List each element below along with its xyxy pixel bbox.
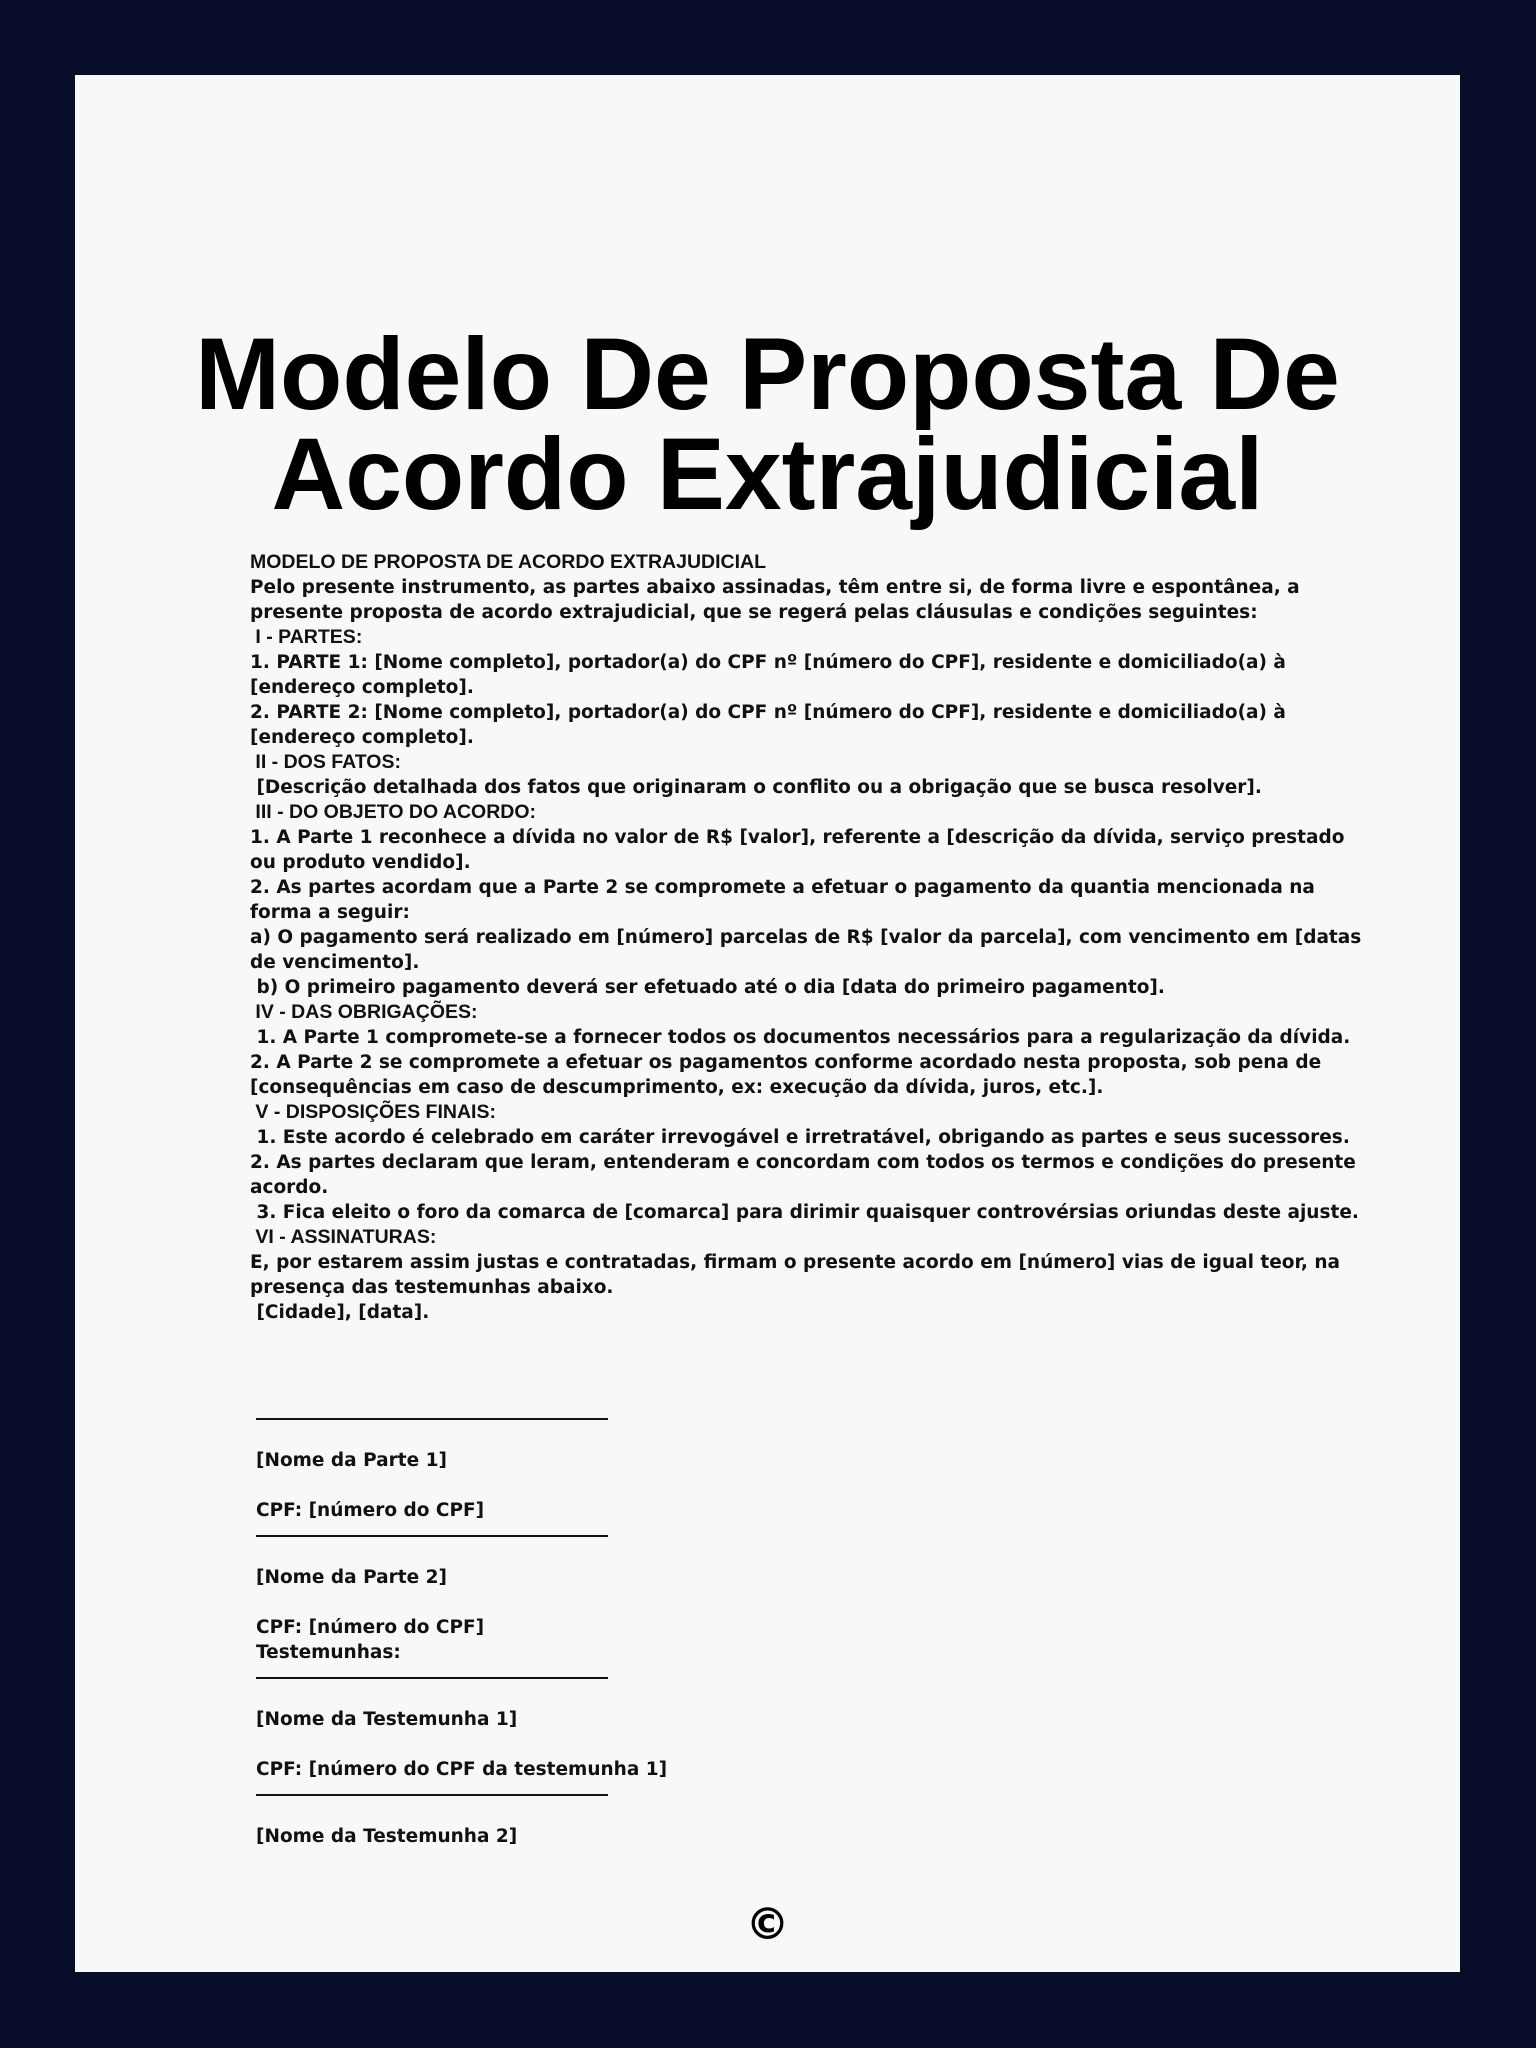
clause-disposicoes-2: 2. As partes declaram que leram, entenderam e concordam com todos os termos e condições do presente acordo. bbox=[250, 1152, 1363, 1198]
signature-name-witness-2: [Nome da Testemunha 2] bbox=[256, 1826, 518, 1847]
section-title-obrigacoes: IV - DAS OBRIGAÇÕES: bbox=[250, 1001, 478, 1023]
document-body bbox=[250, 550, 1370, 1325]
clause-obrigacoes-2: 2. A Parte 2 se compromete a efetuar os pagamentos conforme acordado nesta proposta, sob pena de [consequências em caso de descumprimento, ex: execução da dívida, juros, etc.]. bbox=[250, 1052, 1328, 1098]
clause-objeto-2a: a) O pagamento será realizado em [número] parcelas de R$ [valor da parcela], com vencimento em [datas de vencimento]. bbox=[250, 927, 1368, 973]
copyright-icon: © bbox=[745, 1899, 790, 1950]
signature-line bbox=[256, 1535, 608, 1537]
intro-paragraph: Pelo presente instrumento, as partes abaixo assinadas, têm entre si, de forma livre e espontânea, a presente proposta de acordo extrajudicial, que se regerá pelas cláusulas e condições seguintes: bbox=[250, 577, 1307, 623]
clause-assinaturas: E, por estarem assim justas e contratadas, firmam o presente acordo em [número] vias de igual teor, na presença das testemunhas abaixo. bbox=[250, 1252, 1347, 1298]
signature-name-party-2: [Nome da Parte 2] bbox=[256, 1567, 447, 1588]
signature-cpf-party-1: CPF: [número do CPF] bbox=[256, 1500, 485, 1521]
clause-objeto-1: 1. A Parte 1 reconhece a dívida no valor de R$ [valor], referente a [descrição da dívida, serviço prestado ou produto vendido]. bbox=[250, 827, 1351, 873]
signature-line bbox=[256, 1418, 608, 1420]
document-page bbox=[75, 75, 1460, 1972]
clause-disposicoes-1: 1. Este acordo é celebrado em caráter irrevogável e irretratável, obrigando as partes e seus sucessores. bbox=[250, 1127, 1350, 1148]
signature-name-witness-1: [Nome da Testemunha 1] bbox=[256, 1709, 518, 1730]
section-title-objeto: III - DO OBJETO DO ACORDO: bbox=[250, 801, 537, 823]
signature-name-party-1: [Nome da Parte 1] bbox=[256, 1450, 447, 1471]
clause-fatos: [Descrição detalhada dos fatos que originaram o conflito ou a obrigação que se busca resolver]. bbox=[250, 777, 1262, 798]
clause-disposicoes-3: 3. Fica eleito o foro da comarca de [comarca] para dirimir quaisquer controvérsias oriundas deste ajuste. bbox=[250, 1202, 1359, 1223]
title-line-2: Acordo Extrajudicial bbox=[271, 417, 1264, 531]
clause-obrigacoes-1: 1. A Parte 1 compromete-se a fornecer todos os documentos necessários para a regularização da dívida. bbox=[250, 1027, 1351, 1048]
clause-party-1: 1. PARTE 1: [Nome completo], portador(a) do CPF nº [número do CPF], residente e domiciliado(a) à [endereço completo]. bbox=[250, 652, 1293, 698]
clause-party-2: 2. PARTE 2: [Nome completo], portador(a) do CPF nº [número do CPF], residente e domiciliado(a) à [endereço completo]. bbox=[250, 702, 1293, 748]
signature-cpf-party-2: CPF: [número do CPF] bbox=[256, 1617, 485, 1638]
place-date: [Cidade], [data]. bbox=[250, 1302, 430, 1323]
section-title-assinaturas: VI - ASSINATURAS: bbox=[250, 1226, 437, 1248]
document-heading: MODELO DE PROPOSTA DE ACORDO EXTRAJUDICIAL bbox=[250, 551, 767, 573]
signature-section bbox=[256, 1418, 756, 1849]
section-title-partes: I - PARTES: bbox=[250, 626, 363, 648]
page-title bbox=[75, 317, 1460, 531]
clause-objeto-2: 2. As partes acordam que a Parte 2 se compromete a efetuar o pagamento da quantia mencionada na forma a seguir: bbox=[250, 877, 1322, 923]
signature-line bbox=[256, 1677, 608, 1679]
section-title-disposicoes: V - DISPOSIÇÕES FINAIS: bbox=[250, 1101, 496, 1123]
section-title-fatos: II - DOS FATOS: bbox=[250, 751, 401, 773]
signature-line bbox=[256, 1794, 608, 1796]
signature-cpf-witness-1: CPF: [número do CPF da testemunha 1] bbox=[256, 1759, 668, 1780]
clause-objeto-2b: b) O primeiro pagamento deverá ser efetuado até o dia [data do primeiro pagamento]. bbox=[250, 977, 1165, 998]
title-line-1: Modelo De Proposta De bbox=[195, 317, 1340, 431]
witnesses-label: Testemunhas: bbox=[256, 1642, 401, 1663]
